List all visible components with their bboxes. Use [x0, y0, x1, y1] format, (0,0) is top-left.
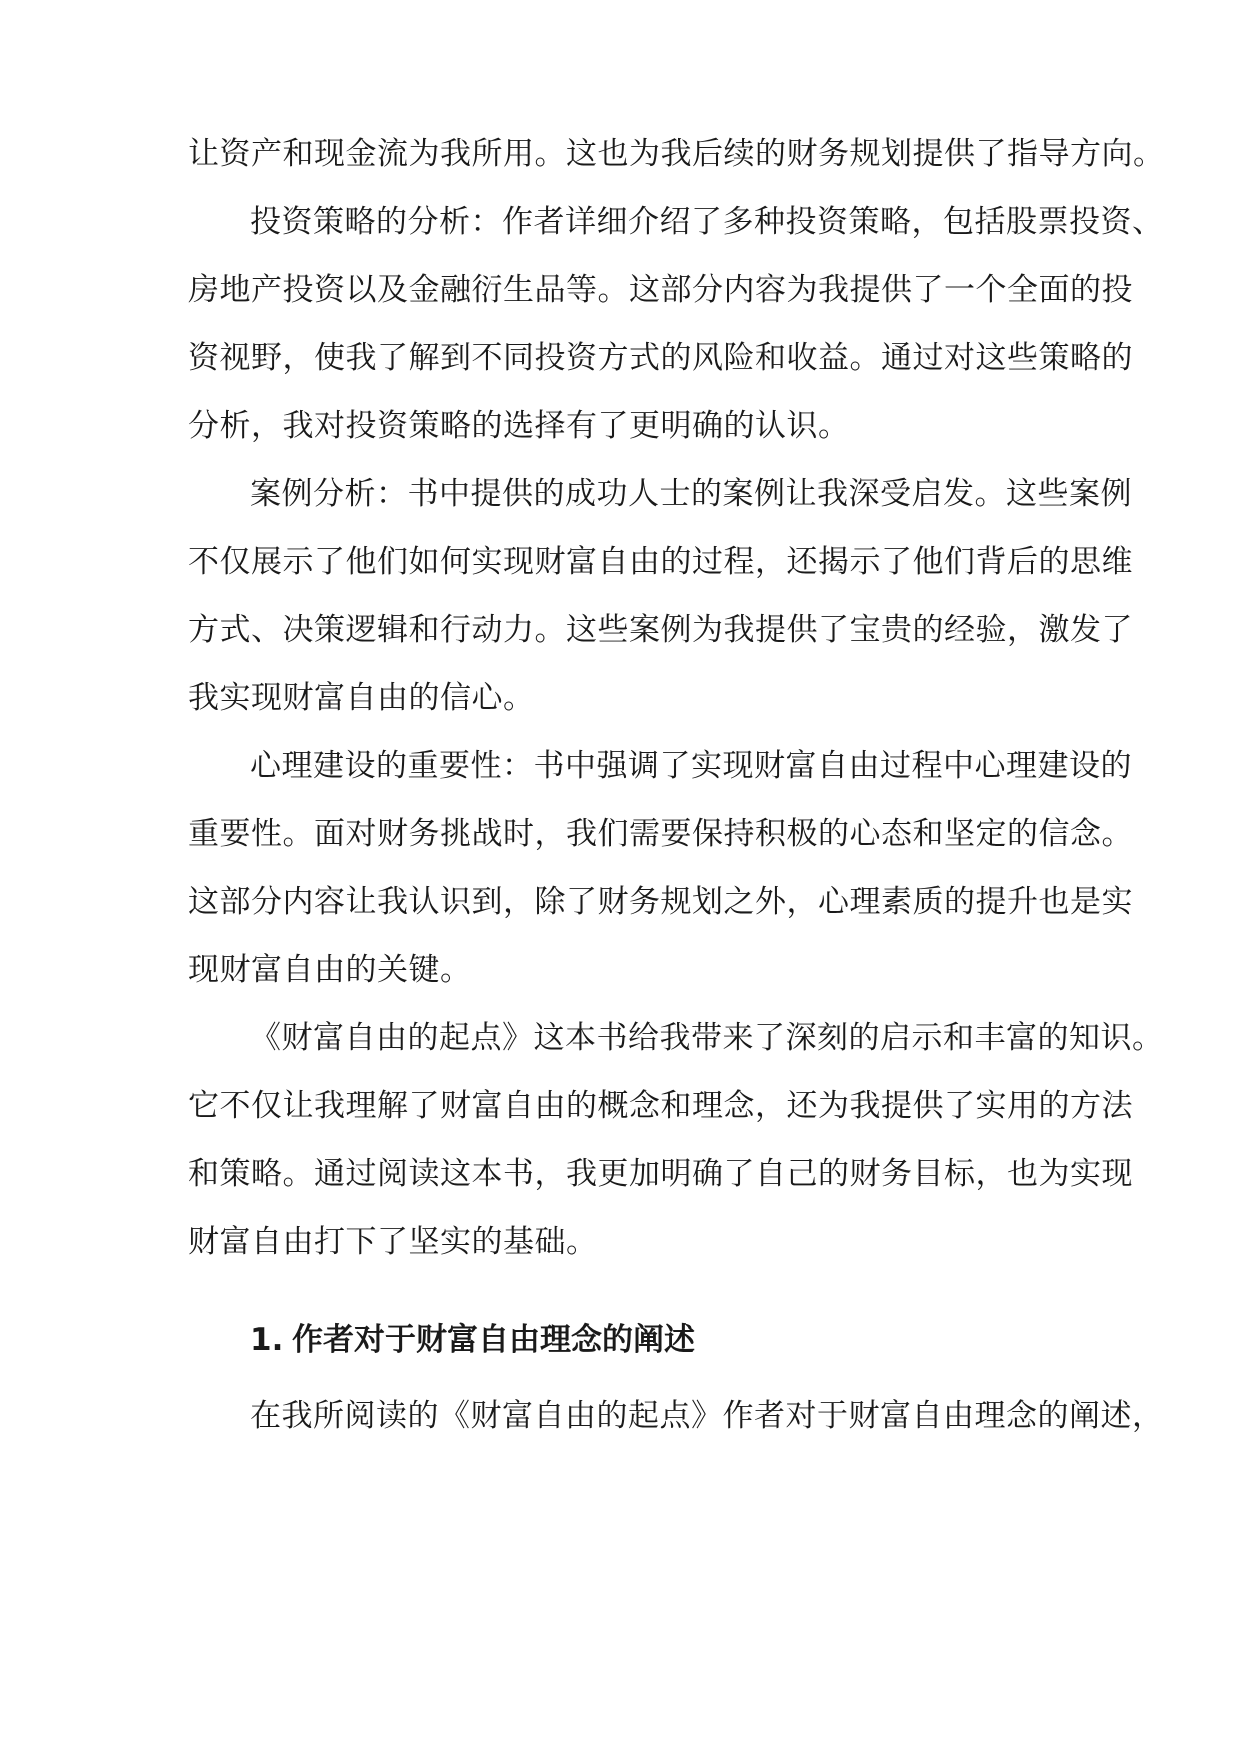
text-line: 它不仅让我理解了财富自由的概念和理念，还为我提供了实用的方法 [188, 1088, 1133, 1124]
text-line: 让资产和现金流为我所用。这也为我后续的财务规划提供了指导方向。 [188, 136, 1165, 172]
text-line: 我实现财富自由的信心。 [188, 680, 535, 716]
section-number: 1. [250, 1322, 284, 1358]
text-line: 不仅展示了他们如何实现财富自由的过程，还揭示了他们背后的思维 [188, 544, 1133, 580]
text-line: 分析，我对投资策略的选择有了更明确的认识。 [188, 408, 850, 444]
text-line: 方式、决策逻辑和行动力。这些案例为我提供了宝贵的经验，激发了 [188, 612, 1133, 648]
text-line: 这部分内容让我认识到，除了财务规划之外，心理素质的提升也是实 [188, 884, 1133, 920]
section-heading [250, 1320, 1050, 1360]
text-line: 案例分析：书中提供的成功人士的案例让我深受启发。这些案例 [250, 476, 1132, 512]
text-line: 财富自由打下了坚实的基础。 [188, 1224, 598, 1260]
text-line: 房地产投资以及金融衍生品等。这部分内容为我提供了一个全面的投 [188, 272, 1133, 308]
text-line: 心理建设的重要性：书中强调了实现财富自由过程中心理建设的 [250, 748, 1132, 784]
text-line: 在我所阅读的《财富自由的起点》作者对于财富自由理念的阐述， [250, 1398, 1164, 1434]
text-line: 和策略。通过阅读这本书，我更加明确了自己的财务目标，也为实现 [188, 1156, 1133, 1192]
text-line: 《财富自由的起点》这本书给我带来了深刻的启示和丰富的知识。 [250, 1020, 1164, 1056]
text-line: 投资策略的分析：作者详细介绍了多种投资策略，包括股票投资、 [250, 204, 1164, 240]
text-line: 资视野，使我了解到不同投资方式的风险和收益。通过对这些策略的 [188, 340, 1133, 376]
section-title: 作者对于财富自由理念的阐述 [292, 1322, 695, 1358]
text-line: 重要性。面对财务挑战时，我们需要保持积极的心态和坚定的信念。 [188, 816, 1133, 852]
text-line: 现财富自由的关键。 [188, 952, 472, 988]
